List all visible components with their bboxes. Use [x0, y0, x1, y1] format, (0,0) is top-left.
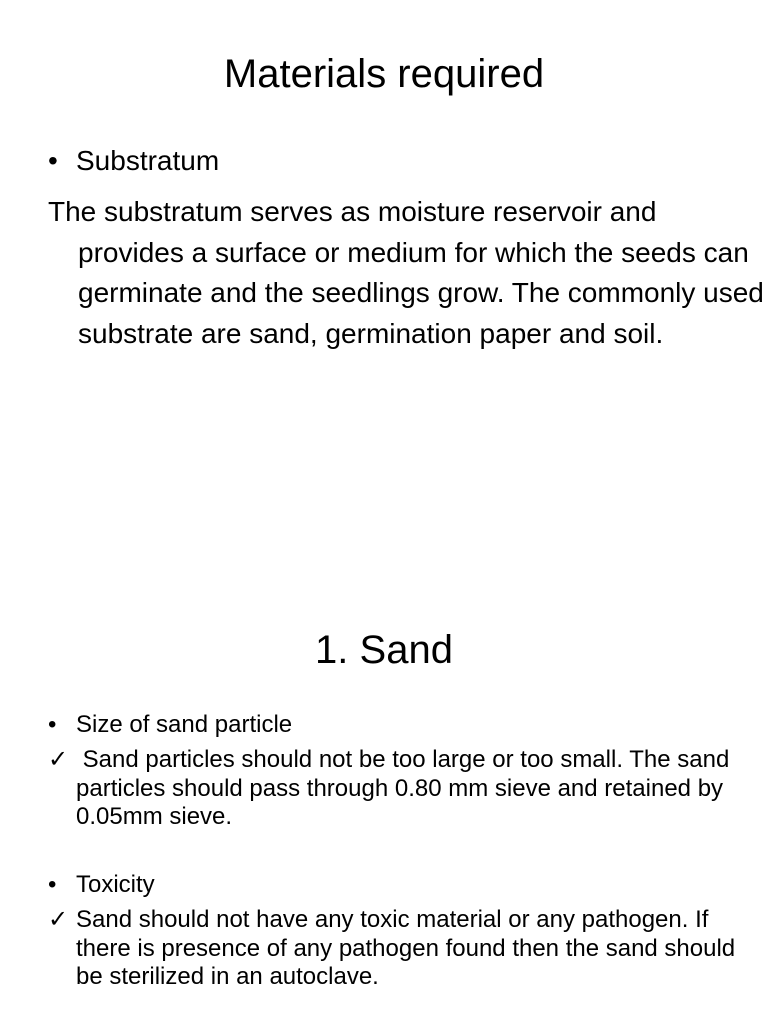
bullet-text: Toxicity: [76, 871, 155, 898]
bullet-item-toxicity: [48, 870, 155, 900]
bullet-text: Size of sand particle: [76, 711, 293, 738]
check-text: Sand particles should not be too large or too small. The sand particles should pass through 0.80 mm sieve and retained by 0.05mm sieve.: [76, 746, 730, 830]
bullet-dot: •: [48, 145, 58, 176]
check-text: Sand should not have any toxic material or any pathogen. If there is presence of any pathogen found then the sand should be sterilized in an autoclave.: [76, 906, 736, 990]
check-item-toxicity: [48, 906, 756, 992]
slide-sand: [0, 512, 768, 1024]
checkmark-icon: ✓: [48, 906, 69, 933]
bullet-dot: •: [48, 871, 57, 898]
bullet-item-size: [48, 710, 292, 740]
check-item-size: [48, 746, 756, 832]
slide-title: Materials required: [223, 52, 545, 96]
slide-title: 1. Sand: [315, 628, 453, 672]
bullet-text: Substratum: [76, 145, 220, 176]
substratum-description: The substratum serves as moisture reservoir and provides a surface or medium for which the seeds can germinate and the seedlings grow. The commonly used substrate are sand, germination paper and soil.: [48, 196, 764, 349]
checkmark-icon: ✓: [48, 746, 69, 773]
bullet-dot: •: [48, 711, 57, 738]
bullet-item-substratum: [48, 144, 219, 178]
